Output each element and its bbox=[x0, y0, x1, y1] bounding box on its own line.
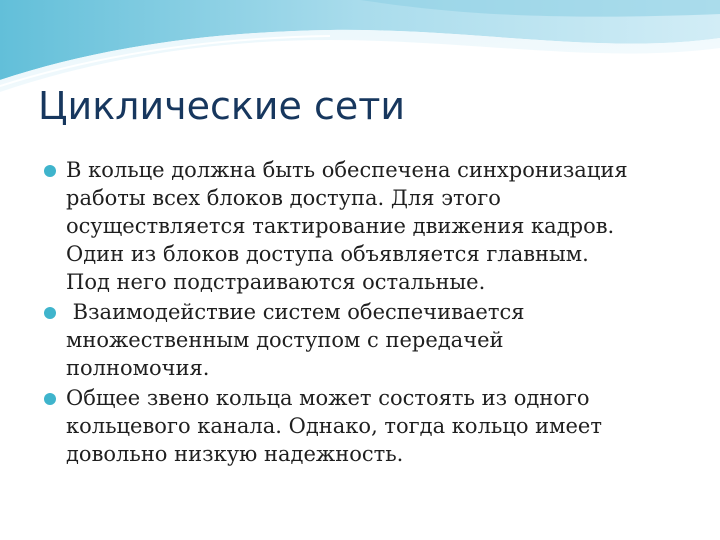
bullet-text-line: Общее звено кольца может состоять из одного bbox=[66, 386, 590, 410]
bullet-text-line: довольно низкую надежность. bbox=[66, 442, 404, 466]
bullet-text-line: В кольце должна быть обеспечена синхронизация bbox=[66, 158, 628, 182]
bullet-item bbox=[44, 156, 684, 296]
bullet-dot-icon bbox=[44, 307, 56, 319]
bullet-text-line: Под него подстраиваются остальные. bbox=[66, 270, 486, 294]
bullet-text-line: работы всех блоков доступа. Для этого bbox=[66, 186, 501, 210]
bullet-dot-icon bbox=[44, 165, 56, 177]
bullet-dot-icon bbox=[44, 393, 56, 405]
bullet-text-line: кольцевого канала. Однако, тогда кольцо имеет bbox=[66, 414, 602, 438]
bullet-text-line: осуществляется тактирование движения кадров. bbox=[66, 214, 615, 238]
bullet-item bbox=[44, 384, 684, 468]
bullet-item bbox=[44, 298, 684, 382]
bullet-text-line: Один из блоков доступа объявляется главным. bbox=[66, 242, 589, 266]
bullet-text-line: Взаимодействие систем обеспечивается bbox=[66, 300, 525, 324]
bullet-list bbox=[44, 156, 684, 470]
bullet-text-line: полномочия. bbox=[66, 356, 210, 380]
slide-title: Циклические сети bbox=[38, 84, 406, 128]
bullet-text-line: множественным доступом с передачей bbox=[66, 328, 504, 352]
